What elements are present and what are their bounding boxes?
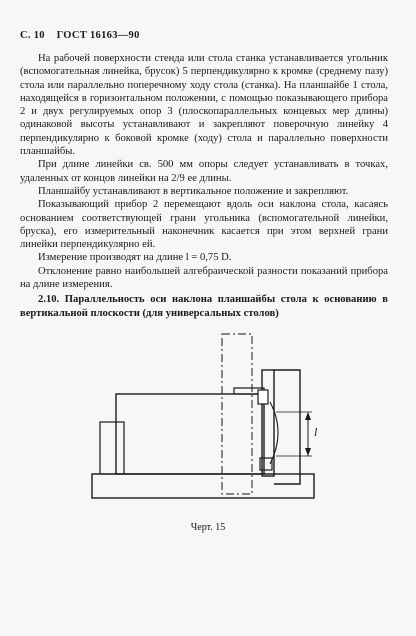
paragraph: На рабочей поверхности стенда или стола станка устанавливается угольник (вспомогательная линейка, брусок) 5 перпендикулярно к кромке (среднему пазу) стола или параллельно поперечному ходу стола (станка). На планшайбе 1 стола, находящейся в горизонтальном положении, с помощью показывающего прибора 2 и двух регулируемых опор 3 (плоскопараллельных концевых мер длины) одинаковой высоты устанавливают и закрепляют поверочную линейку 4 перпендикулярно к боковой кромке (ходу) стола и параллельно поверхности планшайбы.: [20, 53, 388, 158]
left-column: [100, 422, 124, 474]
base-plate: [92, 474, 314, 498]
section-number: 2.10.: [38, 294, 60, 306]
arrow-up: [305, 412, 311, 420]
paragraph: Отклонение равно наибольшей алгебраической разности показаний прибора на длине измерения.: [20, 265, 388, 291]
paragraph: Измерение производят на длине l = 0,75 D.: [38, 252, 232, 264]
body-text: [20, 52, 388, 320]
dashed-column: [222, 334, 252, 494]
paragraph: Показывающий прибор 2 перемещают вдоль оси наклона стола, касаясь основанием соответствующей грани угольника (вспомогательной линейки, бруска), его измерительный наконечник касается при этом верхней грани линейки перпендикулярно ей.: [20, 199, 388, 251]
page-number: С. 10: [20, 30, 45, 41]
section-title: Параллельность оси наклона планшайбы стола к основанию в вертикальной плоскости (для универсальных столов): [20, 294, 388, 319]
paragraph: Планшайбу устанавливают в вертикальное положение и закрепляют.: [38, 185, 349, 197]
figure-caption: Черт. 15: [190, 522, 226, 533]
technical-drawing: [86, 332, 346, 512]
page-header: [20, 30, 140, 41]
section-heading: [20, 293, 388, 320]
dimension-label: l: [314, 425, 318, 439]
indicator-dial: [258, 390, 268, 404]
standard-title: ГОСТ 16163—90: [56, 30, 140, 41]
table-body: [116, 394, 264, 474]
arrow-down: [305, 448, 311, 456]
paragraph: При длине линейки св. 500 мм опоры следует устанавливать в точках, удаленных от концов линейки на 2/9 ее длины.: [20, 159, 388, 184]
